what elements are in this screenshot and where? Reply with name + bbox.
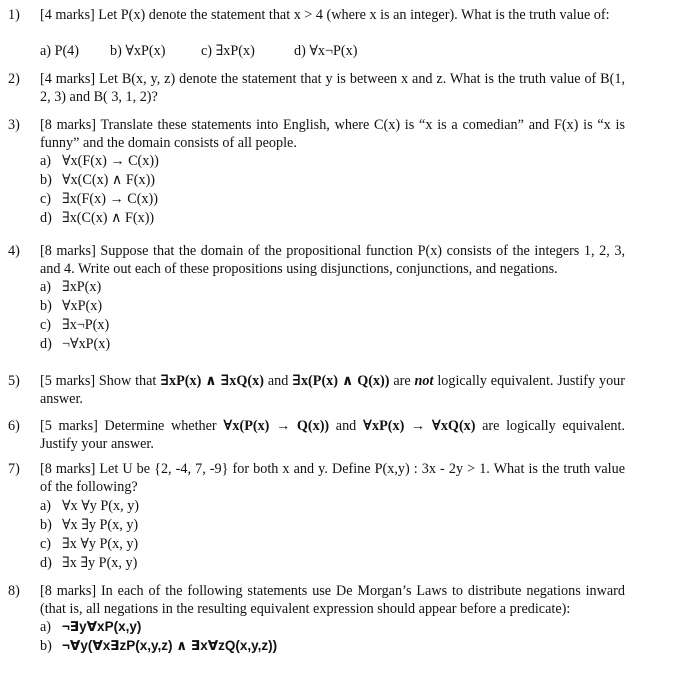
question-options (40, 42, 357, 60)
question-text: [5 marks] Show that ∃xP(x) ∧ ∃xQ(x) and ∃x(P(x) ∧ Q(x)) are not logically equivalent. Justify your answer. (40, 373, 625, 407)
formula: ∃xP(x) ∧ ∃xQ(x) (160, 373, 264, 389)
question-number: 1) (8, 7, 20, 23)
formula: ∀x(P(x) → Q(x)) (223, 418, 330, 434)
list-item: b) ∀x ∃y P(x, y) (40, 517, 139, 533)
list-item: d) ∃x ∃y P(x, y) (40, 555, 138, 571)
list-item: b) ∀x(C(x) ∧ F(x)) (40, 172, 156, 188)
question-text: [5 marks] Determine whether ∀x(P(x) → Q(x)) and ∀xP(x) → ∀xQ(x) are logically equivalent. Justify your answer. (40, 418, 625, 452)
question-number: 5) (8, 373, 20, 389)
list-item: c) ∃x¬P(x) (40, 317, 110, 333)
question-text: [8 marks] Suppose that the domain of the propositional function P(x) consists of the integers 1, 2, 3, and 4. Write out each of these propositions using disjunctions, conjunctions, and negations. (40, 243, 625, 277)
list-item: c) ∃x ∀y P(x, y) (40, 536, 139, 552)
question-text: [4 marks] Let P(x) denote the statement that x > 4 (where x is an integer). What is the truth value of: (40, 7, 610, 23)
question-number: 4) (8, 243, 20, 259)
list-item: b) ¬∀y(∀x∃zP(x,y,z) ∧ ∃x∀zQ(x,y,z)) (40, 638, 278, 654)
list-item: d) ¬∀xP(x) (40, 336, 111, 352)
list-item: a) ∃xP(x) (40, 279, 102, 295)
question-number: 8) (8, 583, 20, 599)
list-item: d) ∃x(C(x) ∧ F(x)) (40, 210, 155, 226)
list-item: a) ∀x(F(x) → C(x)) (40, 153, 159, 169)
list-item: b) ∀xP(x) (40, 298, 103, 314)
question-number: 6) (8, 418, 20, 434)
formula: ∃x(P(x) ∧ Q(x)) (292, 373, 390, 389)
question-number: 7) (8, 461, 20, 477)
question-text: [8 marks] In each of the following statements use De Morgan’s Laws to distribute negations inward (that is, all negations in the resulting equivalent expression should appear before a predicate): (40, 583, 625, 617)
option-a: a) P(4) (40, 43, 80, 59)
list-item: c) ∃x(F(x) → C(x)) (40, 191, 158, 207)
option-c: c) ∃xP(x) (201, 43, 255, 59)
list-item: a) ¬∃y∀xP(x,y) (40, 619, 142, 635)
question-number: 2) (8, 71, 20, 87)
emphasis: not (414, 373, 434, 389)
option-b: b) ∀xP(x) (110, 43, 166, 59)
question-text: [8 marks] Translate these statements into English, where C(x) is “x is a comedian” and F(x) is “x is funny” and the domain consists of all people. (40, 117, 625, 151)
list-item: a) ∀x ∀y P(x, y) (40, 498, 140, 514)
question-text: [8 marks] Let U be {2, -4, 7, -9} for both x and y. Define P(x,y) : 3x - 2y > 1. What is the truth value of the following? (40, 461, 625, 495)
question-text: [4 marks] Let B(x, y, z) denote the statement that y is between x and z. What is the truth value of B(1, 2, 3) and B( 3, 1, 2)? (40, 71, 625, 105)
question-number: 3) (8, 117, 20, 133)
formula: ∀xP(x) → ∀xQ(x) (362, 418, 476, 434)
option-d: d) ∀x¬P(x) (294, 43, 358, 59)
